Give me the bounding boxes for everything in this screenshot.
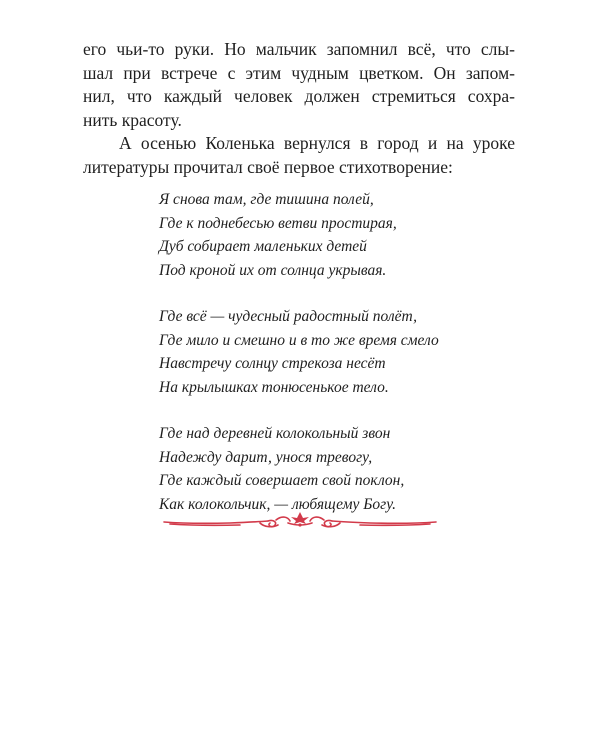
poem-stanza xyxy=(159,305,439,399)
poem-line: Навстречу солнцу стрекоза несёт xyxy=(159,355,386,372)
poem-line: Под кроной их от солнца укрывая. xyxy=(159,261,387,279)
poem-line: На крылышках тонюсенькое тело. xyxy=(159,378,389,396)
poem-line: Где каждый совершает свой поклон, xyxy=(159,472,405,489)
poem-stanza xyxy=(159,188,439,282)
prose-text xyxy=(83,38,515,179)
prose-line: шал при встрече с этим чудным цветком. Он запом- xyxy=(83,62,515,83)
prose-line: нил, что каждый человек должен стремиться сохра- xyxy=(83,86,515,106)
prose-line: литературы прочитал своё первое стихотворение: xyxy=(83,156,453,177)
poem-line: Где всё — чудесный радостный полёт, xyxy=(159,308,417,325)
poem-line: Я снова там, где тишина полей, xyxy=(159,191,374,208)
floral-divider-icon xyxy=(160,509,440,533)
poem-line: Надежду дарит, унося тревогу, xyxy=(159,448,373,466)
prose-line: нить красоту. xyxy=(83,109,182,130)
poem-stanza xyxy=(159,422,439,516)
poem-line: Дуб собирает маленьких детей xyxy=(159,238,367,255)
prose-line: его чьи-то руки. Но мальчик запомнил всё, что слы- xyxy=(83,39,515,59)
poem-line: Где над деревней колокольный звон xyxy=(159,425,391,442)
poem-line: Как колокольчик, — любящему Богу. xyxy=(159,495,396,513)
poem-line: Где мило и смешно и в то же время смело xyxy=(159,331,439,349)
poem-line: Где к поднебесью ветви простирая, xyxy=(159,214,397,232)
prose-line: А осенью Коленька вернулся в город и на уроке xyxy=(119,133,515,153)
poem xyxy=(159,188,439,539)
